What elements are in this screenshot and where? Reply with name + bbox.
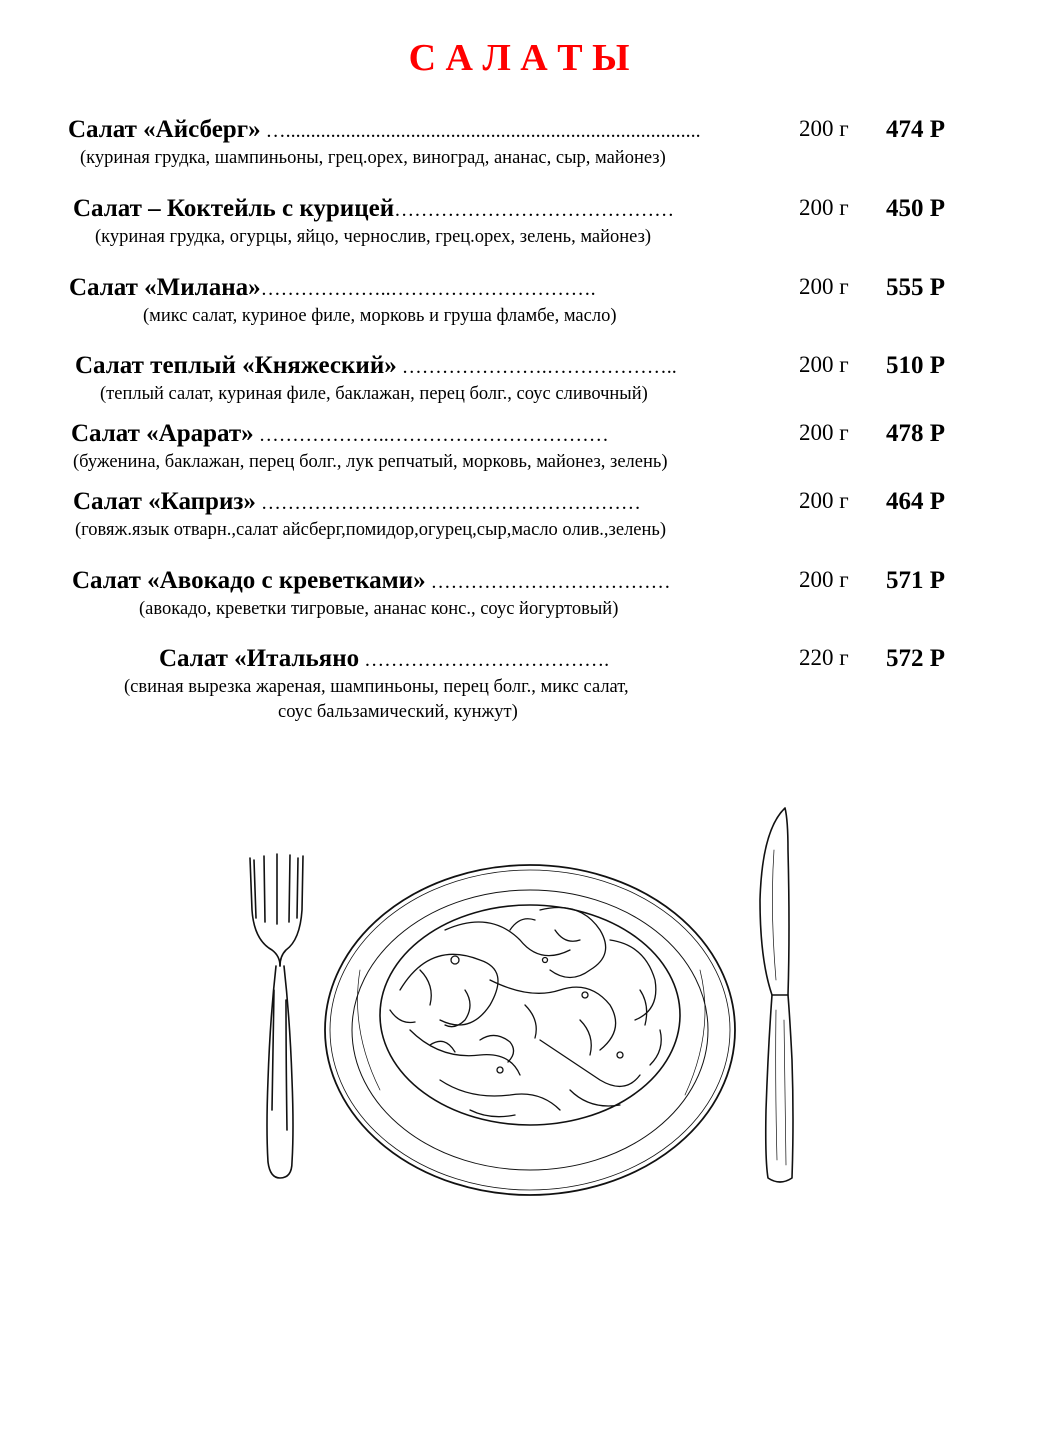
leader-dots: …................................................................................... xyxy=(260,120,701,142)
menu-item-description: (свиная вырезка жареная, шампиньоны, перец болг., микс салат, xyxy=(124,677,629,697)
menu-item-description: (буженина, баклажан, перец болг., лук репчатый, морковь, майонез, зелень) xyxy=(73,452,668,472)
menu-item-weight: 220 г xyxy=(799,645,849,670)
menu-item-price: 510 Р xyxy=(886,352,946,379)
menu-item-weight: 200 г xyxy=(799,195,849,220)
menu-item-weight: 200 г xyxy=(799,567,849,592)
menu-item-title: Салат «Айсберг» xyxy=(68,116,261,143)
place-setting-illustration xyxy=(240,790,820,1200)
menu-item-price: 478 Р xyxy=(886,420,946,447)
menu-item-price: 555 Р xyxy=(886,274,946,301)
menu-item-title: Салат «Каприз» xyxy=(73,488,256,515)
menu-item-title: Салат «Арарат» xyxy=(71,420,254,447)
salad-icon xyxy=(380,905,680,1125)
menu-item-title: Салат «Милана» xyxy=(69,274,261,301)
menu-item-description: (куриная грудка, огурцы, яйцо, чернослив, грец.орех, зелень, майонез) xyxy=(95,227,652,247)
menu-item-name xyxy=(159,645,609,673)
knife-icon xyxy=(760,808,793,1182)
menu-item-title: Салат – Коктейль с курицей xyxy=(73,195,395,222)
menu-item-price: 571 Р xyxy=(886,567,946,594)
menu-item-price: 474 Р xyxy=(886,116,946,143)
leader-dots: ………………..…………………………. xyxy=(260,278,596,300)
menu-item-title: Салат «Итальяно xyxy=(159,645,360,672)
menu-item-description: (куриная грудка, шампиньоны, грец.орех, виноград, ананас, сыр, майонез) xyxy=(80,148,666,168)
menu-item-price: 464 Р xyxy=(886,488,946,515)
menu-item-name xyxy=(73,195,674,223)
leader-dots: …………………………………… xyxy=(394,199,675,221)
menu-item-name xyxy=(72,567,671,595)
leader-dots: ………………………………. xyxy=(359,649,610,671)
menu-item-weight: 200 г xyxy=(799,488,849,513)
leader-dots: ………………………………………………… xyxy=(255,492,641,514)
menu-item-name xyxy=(71,420,609,448)
menu-item-description: (говяж.язык отварн.,салат айсберг,помидор,огурец,сыр,масло олив.,зелень) xyxy=(75,520,667,540)
menu-item-description: (микс салат, куриное филе, морковь и груша фламбе, масло) xyxy=(143,306,617,326)
leader-dots: ………………….……………….. xyxy=(396,356,677,378)
fork-icon xyxy=(250,854,303,1178)
menu-item-weight: 200 г xyxy=(799,116,849,141)
menu-item-name xyxy=(75,352,677,380)
menu-item-weight: 200 г xyxy=(799,352,849,377)
menu-item-weight: 200 г xyxy=(799,274,849,299)
menu-item-description: (теплый салат, куриная филе, баклажан, перец болг., соус сливочный) xyxy=(100,384,648,404)
leader-dots: ………………..…………………………… xyxy=(253,424,609,446)
leader-dots: ……………………………… xyxy=(425,571,671,593)
menu-item-title: Салат «Авокадо с креветками» xyxy=(72,567,426,594)
menu-item-description: (авокадо, креветки тигровые, ананас конс., соус йогуртовый) xyxy=(139,599,619,619)
plate-icon xyxy=(325,865,735,1195)
page-title: С А Л А Т Ы xyxy=(408,37,630,79)
menu-item-name xyxy=(73,488,641,516)
menu-item-weight: 200 г xyxy=(799,420,849,445)
menu-item-price: 450 Р xyxy=(886,195,946,222)
menu-item-description-line2: соус бальзамический, кунжут) xyxy=(278,702,518,722)
menu-item-name xyxy=(69,274,596,302)
menu-item-name xyxy=(68,116,701,144)
menu-item-price: 572 Р xyxy=(886,645,946,672)
menu-item-title: Салат теплый «Княжеский» xyxy=(75,352,397,379)
